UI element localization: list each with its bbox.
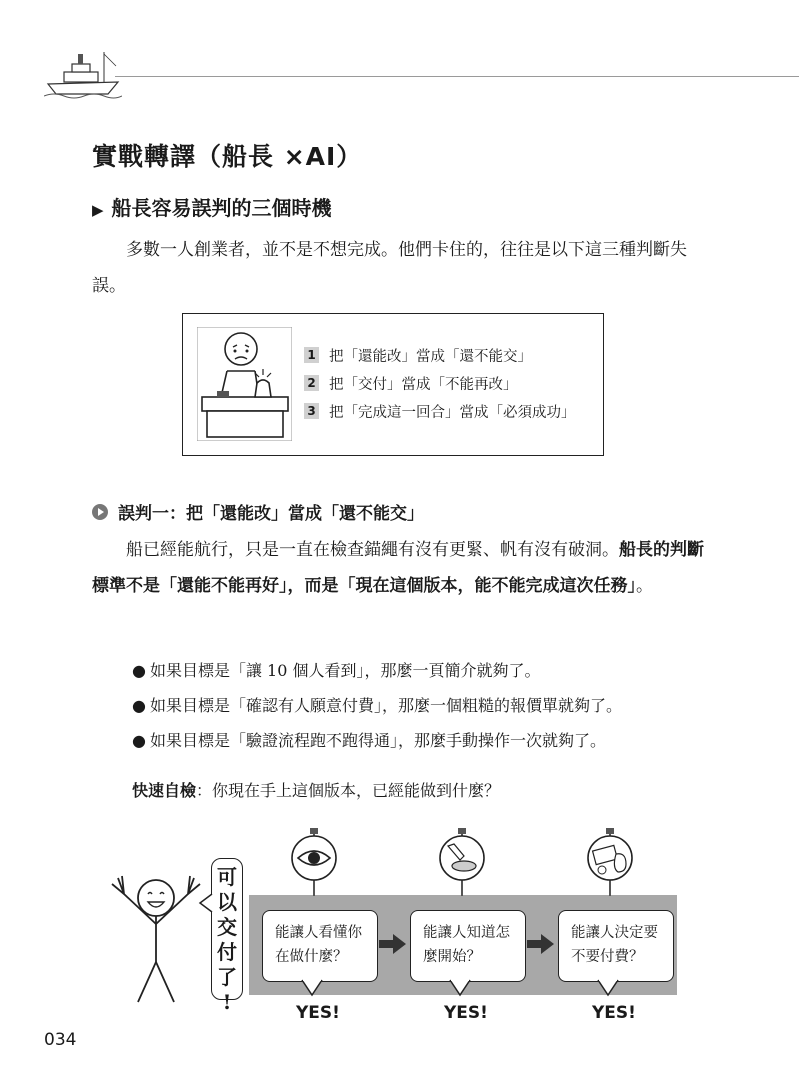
bullet-item: ● 如果目標是「驗證流程跑不跑得通」，那麼手動操作一次就夠了。 xyxy=(132,731,606,750)
paragraph-2: 船已經能航行，只是一直在檢查錨繩有沒有更緊、帆有沒有破洞。船長的判斷標準不是「還能不能再好」，而是「現在這個版本，能不能完成這次任務」。 xyxy=(92,540,704,596)
section-title: 實戰轉譯（船長 ×AI） xyxy=(92,142,363,171)
eye-icon xyxy=(286,828,342,896)
cheering-person-icon xyxy=(108,864,204,1004)
yes-label: YES! xyxy=(296,1003,340,1023)
bullet-item: ● 如果目標是「讓 10 個人看到」，那麼一頁簡介就夠了。 xyxy=(132,661,541,680)
yes-label: YES! xyxy=(444,1003,488,1023)
misjudgment-list xyxy=(304,345,576,421)
card-tail xyxy=(300,979,324,997)
flow-step-card: 能讓人知道怎 麼開始？ xyxy=(410,910,526,982)
deliverable-label: 可 以 交 付 了 ! xyxy=(211,858,243,1000)
arrow-right-icon xyxy=(379,932,407,956)
subheading-text: 船長容易誤判的三個時機 xyxy=(111,196,332,220)
money-icon xyxy=(582,828,638,896)
list-item: 1 把「還能改」當成「還不能交」 xyxy=(304,345,576,365)
worried-captain-with-alarm-icon xyxy=(197,327,292,441)
ship-icon xyxy=(44,44,122,100)
flow-step-card: 能讓人看懂你 在做什麼？ xyxy=(262,910,378,982)
play-circle-icon xyxy=(92,504,108,520)
card-tail xyxy=(596,979,620,997)
quick-check: 快速自檢：你現在手上這個版本，已經能做到什麼？ xyxy=(132,781,501,800)
card-tail xyxy=(448,979,472,997)
arrow-right-icon xyxy=(527,932,555,956)
list-item: 3 把「完成這一回合」當成「必須成功」 xyxy=(304,401,576,421)
page-number: 034 xyxy=(44,1030,77,1050)
bullet-item: ● 如果目標是「確認有人願意付費」，那麼一個粗糙的報價單就夠了。 xyxy=(132,696,622,715)
subheading xyxy=(92,192,332,221)
start-button-icon xyxy=(434,828,490,896)
header-rule xyxy=(115,76,799,77)
misjudgment-heading: 誤判一：把「還能改」當成「還不能交」 xyxy=(92,499,424,524)
list-item: 2 把「交付」當成「不能再改」 xyxy=(304,373,576,393)
subheading-marker: ▶ xyxy=(92,201,104,219)
intro-paragraph: 多數一人創業者，並不是不想完成。他們卡住的，往往是以下這三種判斷失誤。 xyxy=(92,240,687,296)
speech-tail xyxy=(198,892,214,914)
yes-label: YES! xyxy=(592,1003,636,1023)
flow-step-card: 能讓人決定要 不要付費？ xyxy=(558,910,674,982)
